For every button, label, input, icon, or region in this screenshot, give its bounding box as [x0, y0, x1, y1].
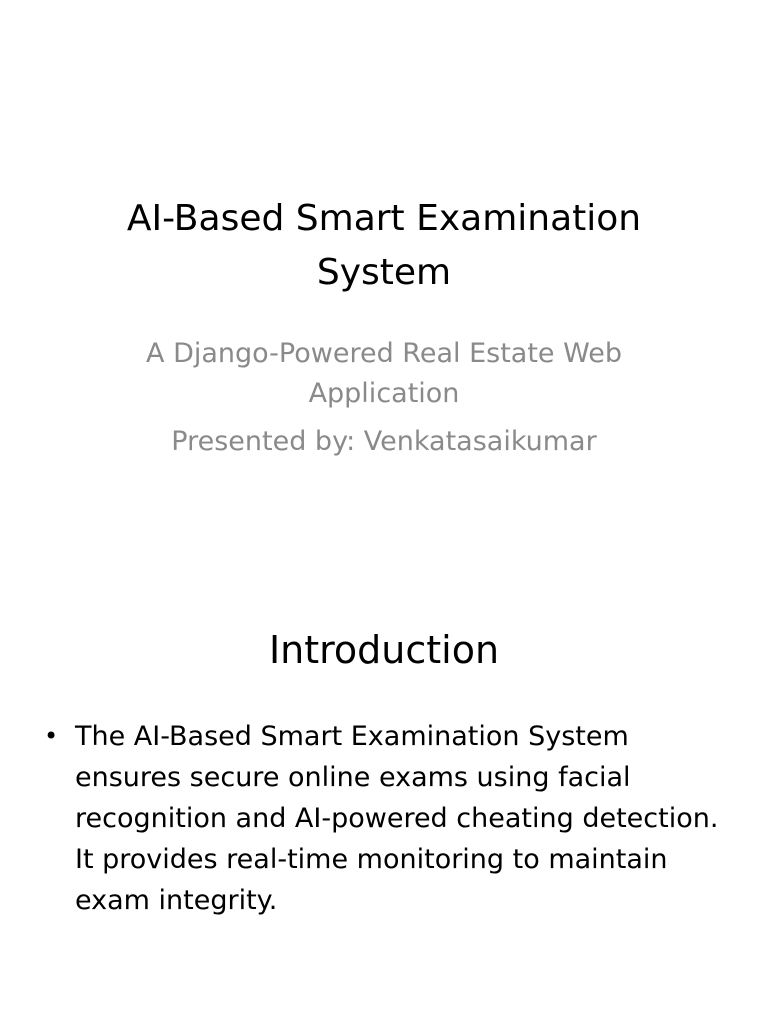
bullet-dot-icon: • [44, 722, 59, 750]
slide-title-line-1: AI-Based Smart Examination [126, 198, 642, 239]
slide-title [60, 192, 708, 300]
slide-title-line-2: System [316, 252, 452, 293]
introduction-slide [0, 576, 768, 1024]
bullet-item [42, 716, 722, 921]
subtitle-line-2: Application [308, 378, 460, 409]
subtitle-line-1: A Django-Powered Real Estate Web [146, 338, 622, 369]
bullet-text: The AI-Based Smart Examination System ensures secure online exams using facial recognition and AI-powered cheating detection. It provides real-time monitoring to maintain exam integrity. [75, 721, 719, 916]
bullet-list [42, 716, 722, 921]
section-title: Introduction [268, 628, 500, 672]
slide-subtitle [110, 334, 658, 462]
presenter-text: Presented by: Venkatasaikumar [171, 426, 597, 457]
